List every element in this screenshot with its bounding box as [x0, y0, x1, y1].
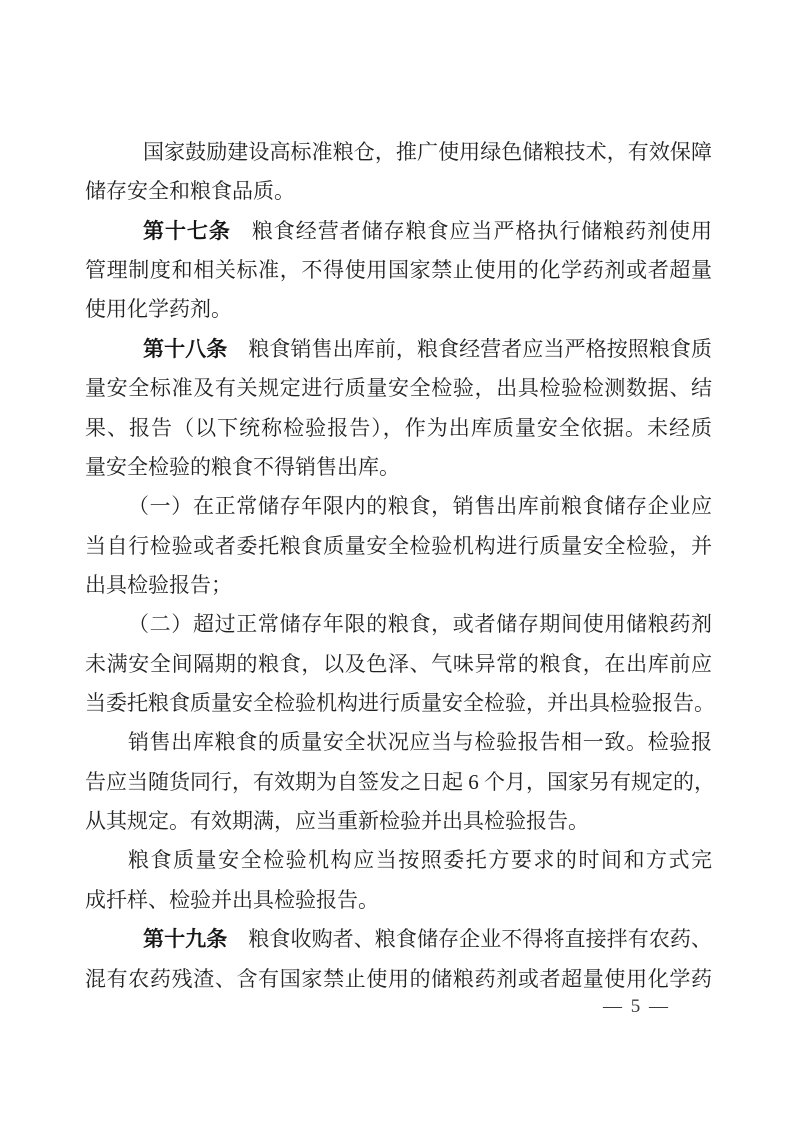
text-line: [85, 369, 712, 408]
line-text: 混有农药残渣、含有国家禁止使用的储粮药剂或者超量使用化学药: [85, 966, 712, 991]
paragraph: [85, 487, 712, 605]
text-line: [85, 566, 712, 605]
page-number: — 5 —: [603, 996, 670, 1017]
line-text: 储存安全和粮食品质。: [85, 179, 295, 204]
line-text: 当自行检验或者委托粮食质量安全检验机构进行质量安全检验，并: [85, 533, 712, 558]
line-text: 粮食经营者储存粮食应当严格执行储粮药剂使用: [251, 218, 713, 243]
text-line: [85, 645, 712, 684]
text-line: [85, 723, 712, 762]
line-text: 量安全标准及有关规定进行质量安全检验，出具检验检测数据、结: [85, 376, 712, 401]
text-line: [85, 802, 712, 841]
text-line: [85, 881, 712, 920]
text-line: [85, 487, 712, 526]
paragraph: [85, 605, 715, 723]
line-text: 使用化学药剂。: [85, 297, 232, 322]
text-line: [85, 527, 712, 566]
line-text: 当委托粮食质量安全检验机构进行质量安全检验，并出具检验报告。: [85, 691, 715, 716]
text-line: [85, 920, 712, 959]
line-text: 成扦样、检验并出具检验报告。: [85, 887, 379, 912]
paragraph: [85, 133, 712, 212]
paragraph: [85, 330, 712, 487]
paragraph: [85, 920, 712, 999]
text-line: [85, 763, 715, 802]
line-text: （二）超过正常储存年限的粮食，或者储存期间使用储粮药剂: [128, 612, 712, 637]
paragraph: [85, 212, 712, 330]
line-text: 销售出库粮食的质量安全状况应当与检验报告相一致。检验报: [128, 730, 712, 755]
text-line: [85, 841, 712, 880]
line-text: 粮食销售出库前，粮食经营者应当严格按照粮食质: [248, 336, 713, 361]
line-text: 从其规定。有效期满，应当重新检验并出具检验报告。: [85, 809, 589, 834]
text-line: [85, 960, 712, 999]
line-text: 量安全检验的粮食不得销售出库。: [85, 454, 400, 479]
text-line: [85, 212, 712, 251]
text-line: [85, 409, 712, 448]
paragraph: [85, 723, 715, 841]
text-line: [85, 330, 712, 369]
line-text: 管理制度和相关标准，不得使用国家禁止使用的化学药剂或者超量: [85, 258, 712, 283]
article-number: 第十八条: [143, 337, 228, 361]
line-text: 粮食质量安全检验机构应当按照委托方要求的时间和方式完: [128, 848, 712, 873]
text-line: [85, 605, 712, 644]
article-number: 第十七条: [143, 219, 231, 243]
line-text: 果、报告（以下统称检验报告），作为出库质量安全依据。未经质: [85, 415, 712, 440]
text-line: [85, 251, 712, 290]
text-line: [85, 684, 715, 723]
text-line: [85, 448, 712, 487]
line-text: 出具检验报告；: [85, 572, 232, 597]
article-number: 第十九条: [143, 928, 228, 952]
paragraph: [85, 841, 712, 920]
line-text: 粮食收购者、粮食储存企业不得将直接拌有农药、: [248, 927, 713, 952]
text-line: [85, 133, 712, 172]
line-text: 国家鼓励建设高标准粮仓，推广使用绿色储粮技术，有效保障: [143, 140, 712, 164]
text-line: [85, 172, 712, 211]
line-text: （一）在正常储存年限内的粮食，销售出库前粮食储存企业应: [128, 494, 712, 519]
line-text: 告应当随货同行，有效期为自签发之日起 6 个月，国家另有规定的，: [85, 769, 715, 794]
text-line: [85, 290, 712, 329]
line-text: 未满安全间隔期的粮食，以及色泽、气味异常的粮食，在出库前应: [85, 651, 712, 676]
document-body: [85, 133, 715, 999]
